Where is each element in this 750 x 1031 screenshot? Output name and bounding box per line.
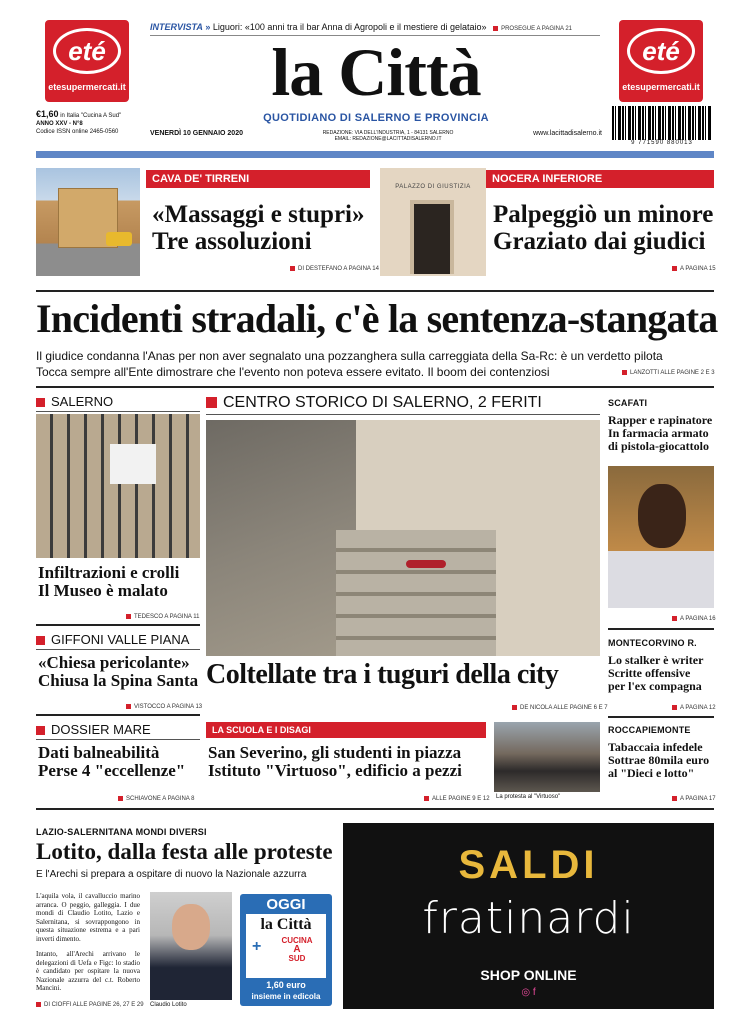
promo-oggi: OGGI [266,896,306,913]
main-subhead-1: Il giudice condanna l'Anas per non aver segnalato una pozzanghera sulla carreggiata della Sa-Rc: è un verdetto pilota [36,349,663,363]
left-s2-headline[interactable] [38,654,202,691]
right-s3-line3: al "Dieci e lotto" [608,765,695,780]
price-box [36,110,146,136]
right-s1-line3: di pistola-giocattolo [608,438,709,453]
promo-cucina-3: SUD [288,954,306,963]
promo-footer: insieme in edicola [251,992,321,1001]
barcode [612,106,712,140]
center-section-label: CENTRO STORICO DI SALERNO, 2 FERITI [223,394,542,411]
gate-bars [36,414,200,558]
rule-main [36,386,714,388]
promo-plus: + [252,938,262,955]
left-s1-headline[interactable] [38,564,202,601]
nocera-headline[interactable] [493,201,721,255]
redazione-address: REDAZIONE: VIA DELL'INDUSTRIA, 1 - 84131 SALERNO [322,130,454,136]
school-photo[interactable] [494,722,600,792]
instagram-facebook-icons[interactable]: ◎ f [521,987,536,998]
rule-left-2 [36,714,200,716]
stairs-shape [336,530,496,656]
left-s3-section-label: DOSSIER MARE [51,722,151,737]
blue-rule [36,151,714,158]
left-s3-section [36,722,200,740]
promo-box[interactable] [240,894,332,1006]
right-s3-line2: Sottrae 80mila euro [608,752,710,767]
school-headline-line2: Istituto "Virtuoso", edificio a pezzi [208,761,462,781]
masthead-title[interactable]: la Città [271,34,481,110]
cava-headline[interactable] [152,201,376,255]
nocera-section: NOCERA INFERIORE [486,170,714,188]
right-s3-line1: Tabaccaia infedele [608,740,703,754]
main-ref: LANZOTTI ALLE PAGINE 2 E 3 [622,370,715,376]
left-s3-headline-line2: Perse 4 "eccellenze" [38,761,186,781]
school-headline[interactable] [208,744,498,781]
red-square-icon [36,636,45,645]
left-s2-section [36,632,200,650]
anno: ANNO XXV - N°8 [36,121,83,127]
cava-ref: DI DESTEFANO A PAGINA 14 [290,266,379,272]
center-headline[interactable]: Coltellate tra i tuguri della city [206,659,559,690]
alley-photo[interactable] [206,420,600,656]
left-s2-ref: VISTOCCO A PAGINA 13 [126,704,202,710]
photo-sign: PALAZZO DI GIUSTIZIA [395,184,471,190]
center-ref: DE NICOLA ALLE PAGINE 6 E 7 [512,705,608,711]
rule-left-1 [36,624,200,626]
red-square-icon [36,726,45,735]
left-s1-ref: TEDESCO A PAGINA 11 [126,614,199,620]
school-headline-line1: San Severino, gli studenti in piazza [208,743,462,762]
nocera-headline-line2: Graziato dai giudici [493,228,706,255]
ete-site-text: etesupermercati.it [622,82,700,92]
right-s2-line1: Lo stalker è writer [608,653,704,667]
rule-bottom [36,808,714,810]
redazione-email: EMAIL: REDAZIONE@LACITTADISALERNO.IT [334,136,442,142]
ad-saldi: SALDI [458,843,599,887]
nocera-photo[interactable] [380,168,486,276]
right-s2-section: MONTECORVINO R. [608,638,697,648]
right-s1-ref: A PAGINA 16 [672,616,716,622]
ete-logo-text: eté [642,36,680,66]
lotito-photo[interactable] [150,892,232,1000]
ad-shop[interactable]: SHOP ONLINE [480,967,577,983]
intervista-ref: PROSEGUE A PAGINA 21 [493,26,572,32]
ad-brand: fratinardi [422,893,635,944]
ete-site-text: etesupermercati.it [48,82,126,92]
bottom-body-2: Intanto, all'Arechi arrivano le delegazioni di Uefa e Figc: lo stadio è candidato per ospitare la nuova Nazionale azzurra del c.t. Roberto Mancini. [36,950,140,992]
red-square-icon [36,398,45,407]
right-s1-section: SCAFATI [608,398,648,408]
ete-logo-left[interactable] [45,20,129,102]
nocera-ref: A PAGINA 15 [672,266,716,272]
rule-right-2 [608,716,714,718]
left-s2-headline-line2: Chiusa la Spina Santa [38,671,199,691]
intervista-label: INTERVISTA [150,22,203,32]
rule-right-1 [608,628,714,630]
bottom-ref: DI CIOFFI ALLE PAGINE 26, 27 E 29 [36,1002,144,1008]
school-ref: ALLE PAGINE 9 E 12 [424,796,490,802]
ete-logo-text: eté [68,36,106,66]
issue-date: VENERDÌ 10 GENNAIO 2020 [150,130,243,137]
bottom-kicker: LAZIO-SALERNITANA MONDI DIVERSI [36,827,207,837]
right-s3-text[interactable] [608,741,718,780]
left-s1-section-label: SALERNO [51,394,114,409]
school-section: LA SCUOLA E I DISAGI [206,722,486,738]
website[interactable]: www.lacittadisalerno.it [533,130,602,137]
face-shape [172,904,210,950]
right-s2-ref: A PAGINA 12 [672,705,716,711]
lotito-caption: Claudio Lotito [150,1002,187,1008]
barcode-number: 9 771590 880013 [631,140,693,146]
right-s1-line2: In farmacia armato [608,425,709,440]
masthead-subtitle: QUOTIDIANO DI SALERNO E PROVINCIA [263,112,489,124]
bottom-subhead: E l'Arechi si prepara a ospitare di nuovo la Nazionale azzurra [36,869,307,880]
cava-photo[interactable] [36,168,140,276]
left-s1-headline-line1: Infiltrazioni e crolli [38,563,180,582]
ete-logo-right[interactable] [619,20,703,102]
car-shape [106,232,132,246]
cava-headline-line2: Tre assoluzioni [152,228,312,255]
right-s2-line3: per l'ex compagna [608,678,702,693]
promo-cucina-2: A [293,944,301,955]
left-s1-section [36,394,200,412]
promo-cucina [272,936,322,963]
left-s3-headline[interactable] [38,744,202,781]
red-square-icon [206,397,217,408]
museum-gate-photo[interactable] [36,414,200,558]
bottom-body-1: L'aquila vola, il cavalluccio marino arranca. O peggio, galleggia. I due mondi di Claudio Lotito, Lazio e Salernitana, si sovrappongono in questa situazione estrema e a pari inverti dimento. [36,892,140,943]
promo-logo: la Città [260,916,312,933]
blood-stain [406,560,446,568]
left-s2-headline-line1: «Chiesa pericolante» [38,653,190,672]
redazione [323,130,454,142]
right-s3-section: ROCCAPIEMONTE [608,725,691,735]
school-caption: La protesta al "Virtuoso" [496,794,561,800]
date-line [150,130,602,144]
promo-cucina-1: CUCINA [281,936,313,945]
bottom-headline[interactable]: Lotito, dalla festa alle proteste [36,839,333,864]
cava-section: CAVA DE' TIRRENI [146,170,370,188]
promo-inner [246,914,326,978]
cava-headline-line1: «Massaggi e stupri» [152,201,365,228]
right-s1-line1: Rapper e rapinatore [608,413,713,427]
chevron-right-icon: » [205,22,211,32]
price: €1,60 [36,109,59,119]
price-note: in Italia "Cucina A Sud" [60,113,122,119]
rule-top [36,290,714,292]
promo-price: 1,60 euro [266,980,306,990]
doorway-shape [410,200,454,274]
right-s1-text[interactable] [608,414,718,453]
main-headline[interactable]: Incidenti stradali, c'è la sentenza-stangata [36,296,718,341]
left-s3-headline-line1: Dati balneabilità [38,743,160,762]
notice-paper [110,444,156,484]
right-s3-ref: A PAGINA 17 [672,796,716,802]
left-s2-section-label: GIFFONI VALLE PIANA [51,632,190,647]
rapper-photo[interactable] [608,466,714,608]
right-s2-line2: Scritte offensive [608,665,691,680]
fratinardi-ad[interactable] [343,823,714,1009]
left-s3-ref: SCHIAVONE A PAGINA 8 [118,796,194,802]
right-s2-text[interactable] [608,654,718,693]
center-section [206,394,600,415]
issn: Codice ISSN online 2465-0560 [36,129,119,135]
left-s1-headline-line2: Il Museo è malato [38,581,168,601]
main-subhead-2: Tocca sempre all'Ente dimostrare che l'evento non poteva essere evitato. Il boom dei contenziosi [36,365,550,379]
nocera-headline-line1: Palpeggiò un minore [493,201,714,228]
intervista-text: Liguori: «100 anni tra il bar Anna di Agropoli e il mestiere di gelataio» [212,22,487,32]
face-shape [638,484,686,548]
